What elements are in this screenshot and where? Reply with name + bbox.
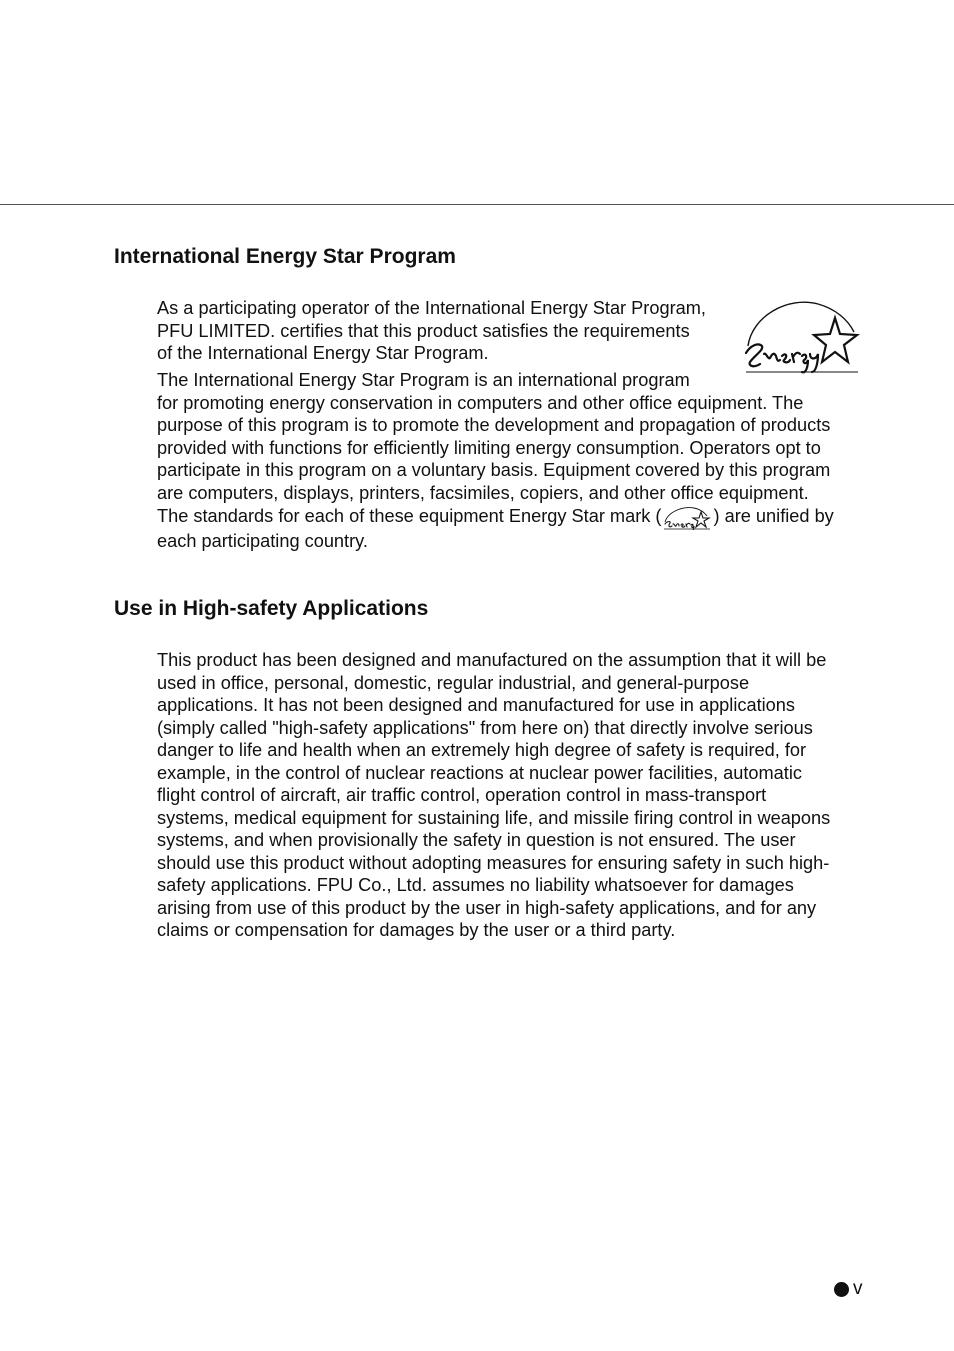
text-line-with-mark: [157, 504, 834, 530]
text-line: each participating country.: [157, 531, 368, 551]
filled-circle-bullet-icon: [834, 1282, 849, 1297]
text-line: used in office, personal, domestic, regular industrial, and general-purpose: [157, 672, 750, 693]
energy-star-body: [157, 369, 834, 553]
text-line: arising from use of this product by the user in high-safety applications, and for any: [157, 897, 817, 918]
high-safety-body: [157, 649, 830, 942]
text-line: for promoting energy conservation in computers and other office equipment. The: [157, 392, 804, 413]
text-line: provided with functions for efficiently limiting energy consumption. Operators opt to: [157, 437, 821, 458]
mark-text-after: ) are unified by: [713, 506, 834, 526]
text-line: systems, medical equipment for sustaining life, and missile firing control in weapons: [157, 807, 831, 828]
mark-text-before: The standards for each of these equipment Energy Star mark (: [157, 506, 662, 526]
page-number: [834, 1278, 863, 1300]
text-line: (simply called "high-safety applications" from here on) that directly involve serious: [157, 717, 813, 738]
header-rule: [0, 204, 954, 205]
page-number-label: v: [853, 1278, 863, 1299]
text-line: As a participating operator of the International Energy Star Program,: [157, 298, 706, 318]
text-line: purpose of this program is to promote the development and propagation of products: [157, 415, 831, 435]
text-line: safety applications. FPU Co., Ltd. assumes no liability whatsoever for damages: [157, 875, 794, 895]
text-line: The International Energy Star Program is an international program: [157, 370, 690, 390]
text-line: participate in this program on a voluntary basis. Equipment covered by this program: [157, 460, 831, 480]
text-line: danger to life and health when an extremely high degree of safety is required, for: [157, 740, 807, 760]
text-line: systems, and when provisionally the safety in question is not ensured. The user: [157, 830, 796, 850]
text-line: should use this product without adopting measures for ensuring safety in such high-: [157, 852, 830, 873]
text-line: applications. It has not been designed and manufactured for use in applications: [157, 695, 796, 715]
text-line: example, in the control of nuclear reactions at nuclear power facilities, automatic: [157, 762, 802, 783]
energy-star-mark-icon: [662, 504, 712, 530]
text-line: This product has been designed and manufactured on the assumption that it will be: [157, 650, 827, 670]
section-heading-high-safety: Use in High-safety Applications: [114, 597, 429, 620]
energy-star-intro: [157, 297, 706, 365]
text-line: flight control of aircraft, air traffic control, operation control in mass-transport: [157, 785, 767, 805]
text-line: PFU LIMITED. certifies that this product satisfies the requirements: [157, 320, 690, 341]
section-heading-energy-star: International Energy Star Program: [114, 245, 456, 268]
energy-star-logo-icon: [740, 296, 862, 376]
text-line: claims or compensation for damages by the user or a third party.: [157, 920, 676, 940]
text-line: of the International Energy Star Program.: [157, 343, 489, 363]
text-line: are computers, displays, printers, facsimiles, copiers, and other office equipment.: [157, 482, 809, 503]
